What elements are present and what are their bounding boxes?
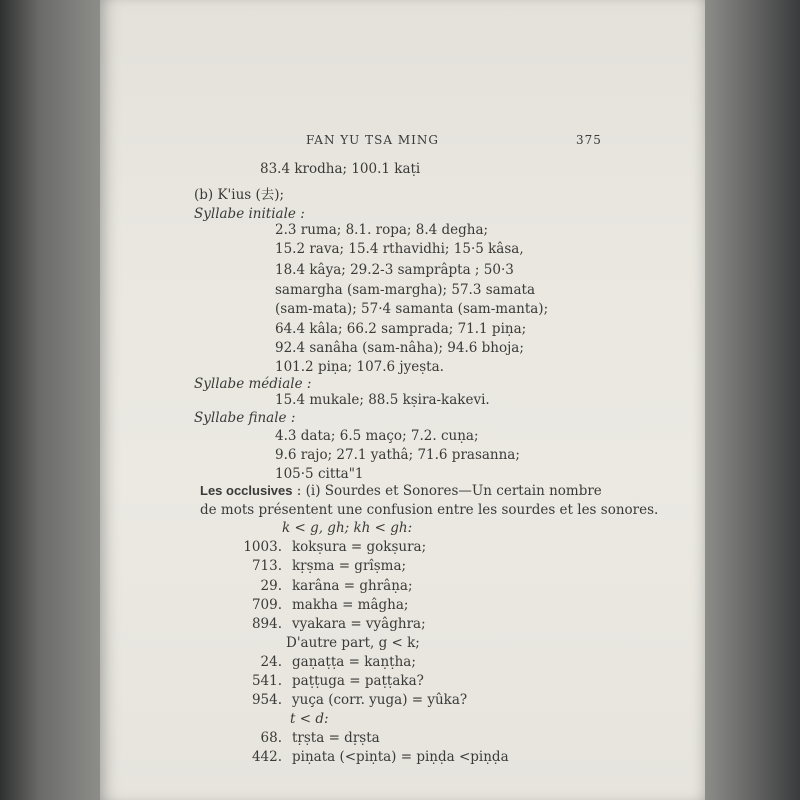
entry-text: vyakara = vyâghra; xyxy=(292,616,426,632)
list-item xyxy=(238,653,416,671)
rule-line: k < g, gh; kh < gh: xyxy=(282,520,413,536)
entry-text: yuça (corr. yuga) = yûka? xyxy=(292,692,468,708)
entry-number: 894. xyxy=(251,616,282,632)
list-item xyxy=(238,538,426,556)
rule-line: t < d: xyxy=(290,711,329,727)
text-line: 18.4 kâya; 29.2-3 samprâpta ; 50·3 xyxy=(275,262,514,278)
entry-text: gaṇaṭṭa = kaṇṭha; xyxy=(292,654,416,670)
text-line: 83.4 krodha; 100.1 kaṭi xyxy=(260,161,421,177)
text-line: 105·5 citta"1 xyxy=(275,466,364,482)
entry-text: kokṣura = gokṣura; xyxy=(292,539,427,555)
syllabe-finale-heading: Syllabe finale : xyxy=(194,410,296,426)
entry-number: 541. xyxy=(251,673,282,689)
entry-number: 29. xyxy=(260,578,282,594)
occlusives-heading: Les occlusives xyxy=(200,483,293,498)
entry-number: 1003. xyxy=(243,539,282,555)
text-line: 64.4 kâla; 66.2 sampradа; 71.1 piṇa; xyxy=(275,321,527,337)
entry-text: tṛṣta = dṛṣta xyxy=(292,730,380,746)
list-item xyxy=(238,748,509,766)
text-line: samargha (sam-margha); 57.3 samata xyxy=(275,282,536,298)
syllabe-initiale-heading: Syllabe initiale : xyxy=(194,206,305,222)
entry-number: 954. xyxy=(251,692,282,708)
syllabe-mediale-heading: Syllabe médiale : xyxy=(194,376,312,392)
list-item xyxy=(238,691,467,709)
list-item xyxy=(238,557,406,575)
entry-text: piṇata (<piṇta) = piṇḍa <piṇḍa xyxy=(292,749,509,765)
occlusives-intro: : (i) Sourdes et Sonores—Un certain nombre xyxy=(296,483,602,499)
entry-number: 713. xyxy=(251,558,282,574)
list-item xyxy=(238,596,408,614)
text-line: 4.3 data; 6.5 maço; 7.2. cuṇa; xyxy=(275,428,479,444)
text-line: (sam-mata); 57·4 samanta (sam-manta); xyxy=(275,301,549,317)
entry-text: makha = mâgha; xyxy=(292,597,409,613)
entry-text: paṭṭuga = paṭṭaka? xyxy=(292,673,424,689)
list-item xyxy=(238,672,424,690)
entry-text: kṛṣma = grîṣma; xyxy=(292,558,407,574)
section-heading-line xyxy=(200,482,602,500)
book-page xyxy=(100,0,705,800)
list-item xyxy=(238,615,426,633)
text-line: 101.2 piṇa; 107.6 jyeṣta. xyxy=(275,359,444,375)
text-line: 15.2 rava; 15.4 rthavidhi; 15·5 kâsa, xyxy=(275,241,524,257)
text-line: 9.6 rajo; 27.1 yathâ; 71.6 prasanna; xyxy=(275,447,520,463)
running-title: FAN YU TSA MING xyxy=(306,133,439,147)
list-item xyxy=(238,729,380,747)
text-line: D'autre part, g < k; xyxy=(286,635,420,651)
entry-number: 709. xyxy=(251,597,282,613)
text-line: 2.3 ruma; 8.1. ropa; 8.4 degha; xyxy=(275,222,489,238)
entry-number: 24. xyxy=(260,654,282,670)
subsection-heading: (b) K'ius (去); xyxy=(194,187,285,203)
text-line: 92.4 sanâha (sam-nâha); 94.6 bhoja; xyxy=(275,340,524,356)
entry-number: 442. xyxy=(251,749,282,765)
entry-number: 68. xyxy=(260,730,282,746)
list-item xyxy=(238,577,413,595)
page-number: 375 xyxy=(576,133,602,147)
text-line: 15.4 mukale; 88.5 kṣira-kakevi. xyxy=(275,392,490,408)
text-line: de mots présentent une confusion entre les sourdes et les sonores. xyxy=(200,502,659,518)
entry-text: karâna = ghrâṇa; xyxy=(292,578,413,594)
